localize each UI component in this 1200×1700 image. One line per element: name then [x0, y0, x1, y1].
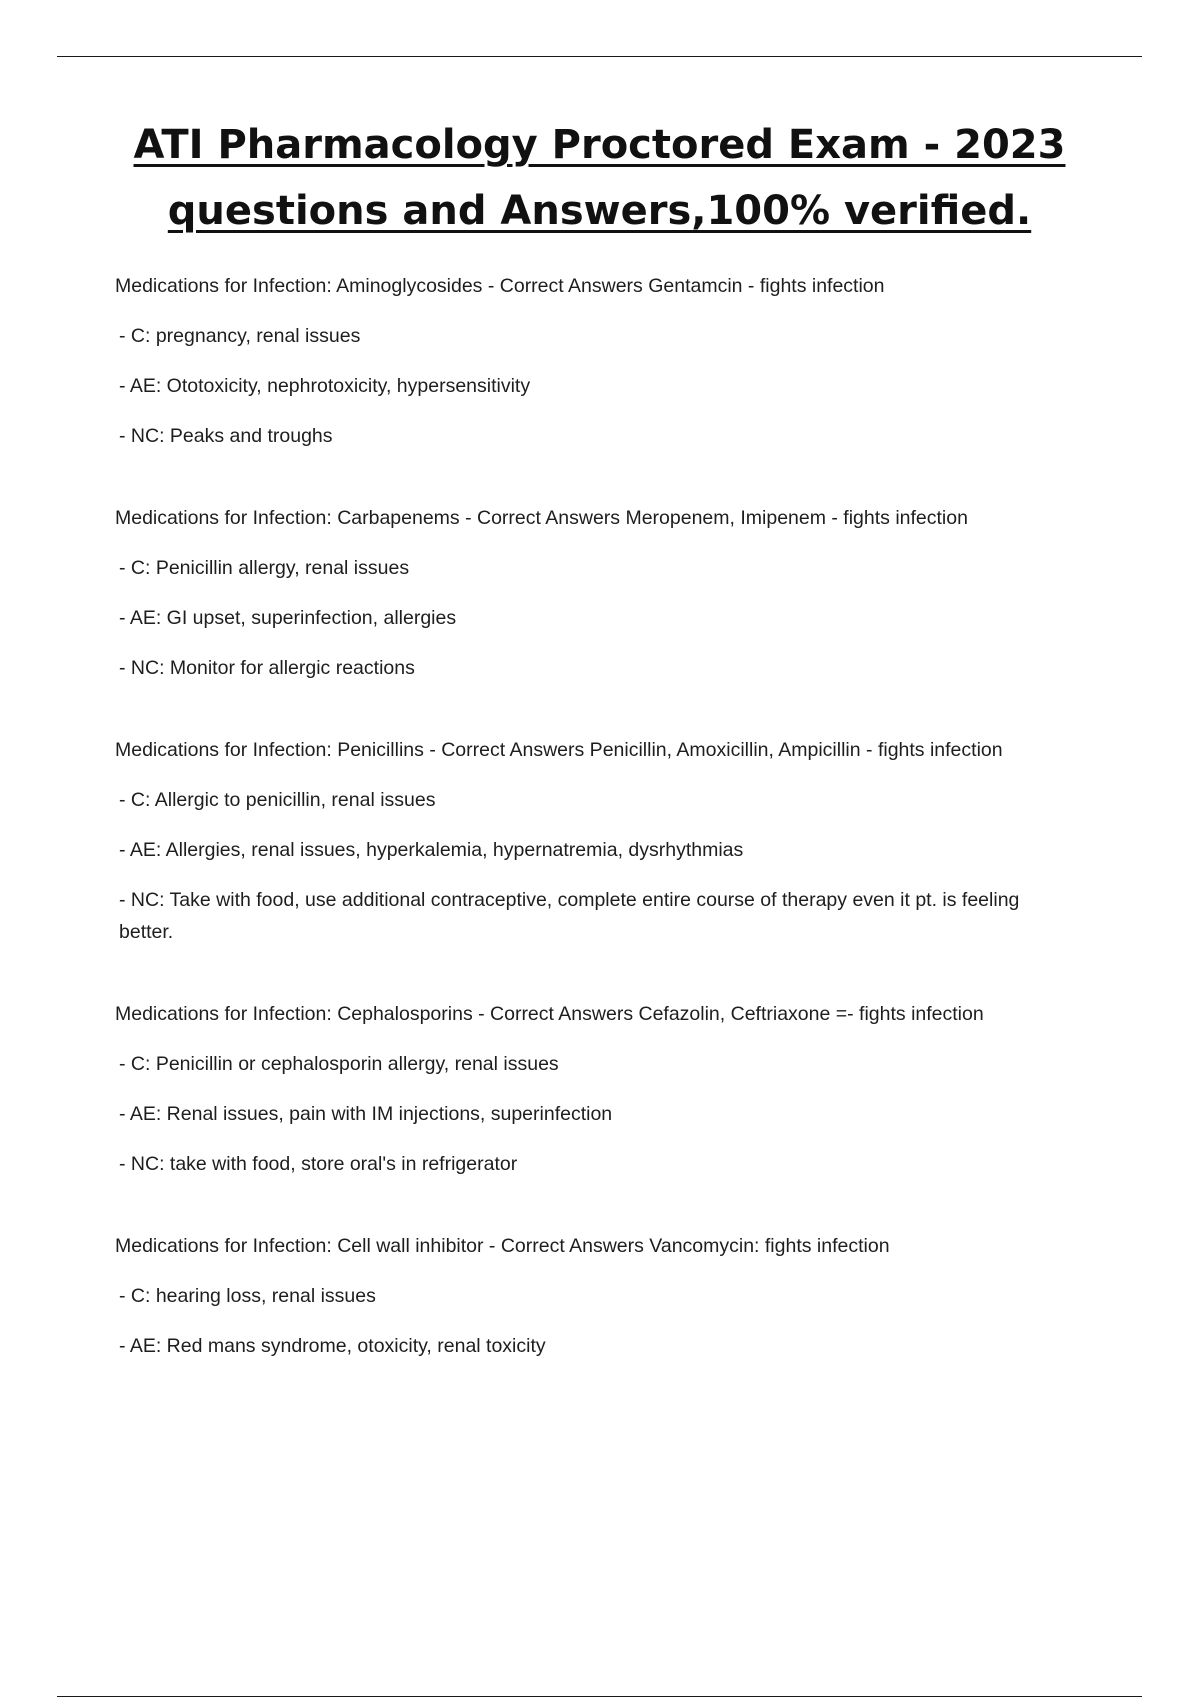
bottom-rule [57, 1696, 1142, 1697]
adverse-effects-text: - AE: Allergies, renal issues, hyperkalemia, hypernatremia, dysrhythmias [119, 839, 744, 861]
title-line-1: ATI Pharmacology Proctored Exam - 2023 [133, 122, 1066, 168]
top-rule [57, 56, 1142, 57]
question-text: Medications for Infection: Aminoglycosides - Correct Answers Gentamcin - fights infection [115, 275, 885, 297]
nursing-considerations-text: - NC: Take with food, use additional contraceptive, complete entire course of therapy even it pt. is feeling better. [119, 889, 1020, 943]
adverse-effects-text: - AE: GI upset, superinfection, allergies [119, 607, 457, 629]
contraindication-text: - C: pregnancy, renal issues [119, 325, 361, 347]
adverse-effects-text: - AE: Ototoxicity, nephrotoxicity, hypersensitivity [119, 375, 531, 397]
contraindication-text: - C: Penicillin allergy, renal issues [119, 557, 410, 579]
adverse-effects-text: - AE: Red mans syndrome, otoxicity, renal toxicity [119, 1335, 546, 1357]
title-line-2: questions and Answers,100% verified. [167, 188, 1032, 234]
contraindication-text: - C: Allergic to penicillin, renal issues [119, 789, 436, 811]
qa-entry-carbapenems [115, 502, 1075, 684]
question-text: Medications for Infection: Cell wall inhibitor - Correct Answers Vancomycin: fights infection [115, 1235, 890, 1257]
question-text: Medications for Infection: Carbapenems - Correct Answers Meropenem, Imipenem - fights infection [115, 507, 968, 529]
page-title [57, 112, 1142, 244]
qa-entry-cephalosporins [115, 998, 1075, 1180]
qa-entry-aminoglycosides [115, 270, 1075, 452]
qa-entry-cell-wall-inhibitor [115, 1230, 1075, 1362]
nursing-considerations-text: - NC: take with food, store oral's in refrigerator [119, 1153, 518, 1175]
question-text: Medications for Infection: Cephalosporins - Correct Answers Cefazolin, Ceftriaxone =- fights infection [115, 1003, 984, 1025]
question-text: Medications for Infection: Penicillins - Correct Answers Penicillin, Amoxicillin, Ampicillin - fights infection [115, 739, 1003, 761]
document-body [115, 270, 1075, 1412]
nursing-considerations-text: - NC: Peaks and troughs [119, 425, 333, 447]
contraindication-text: - C: Penicillin or cephalosporin allergy, renal issues [119, 1053, 559, 1075]
contraindication-text: - C: hearing loss, renal issues [119, 1285, 376, 1307]
nursing-considerations-text: - NC: Monitor for allergic reactions [119, 657, 415, 679]
qa-entry-penicillins [115, 734, 1075, 948]
adverse-effects-text: - AE: Renal issues, pain with IM injections, superinfection [119, 1103, 613, 1125]
